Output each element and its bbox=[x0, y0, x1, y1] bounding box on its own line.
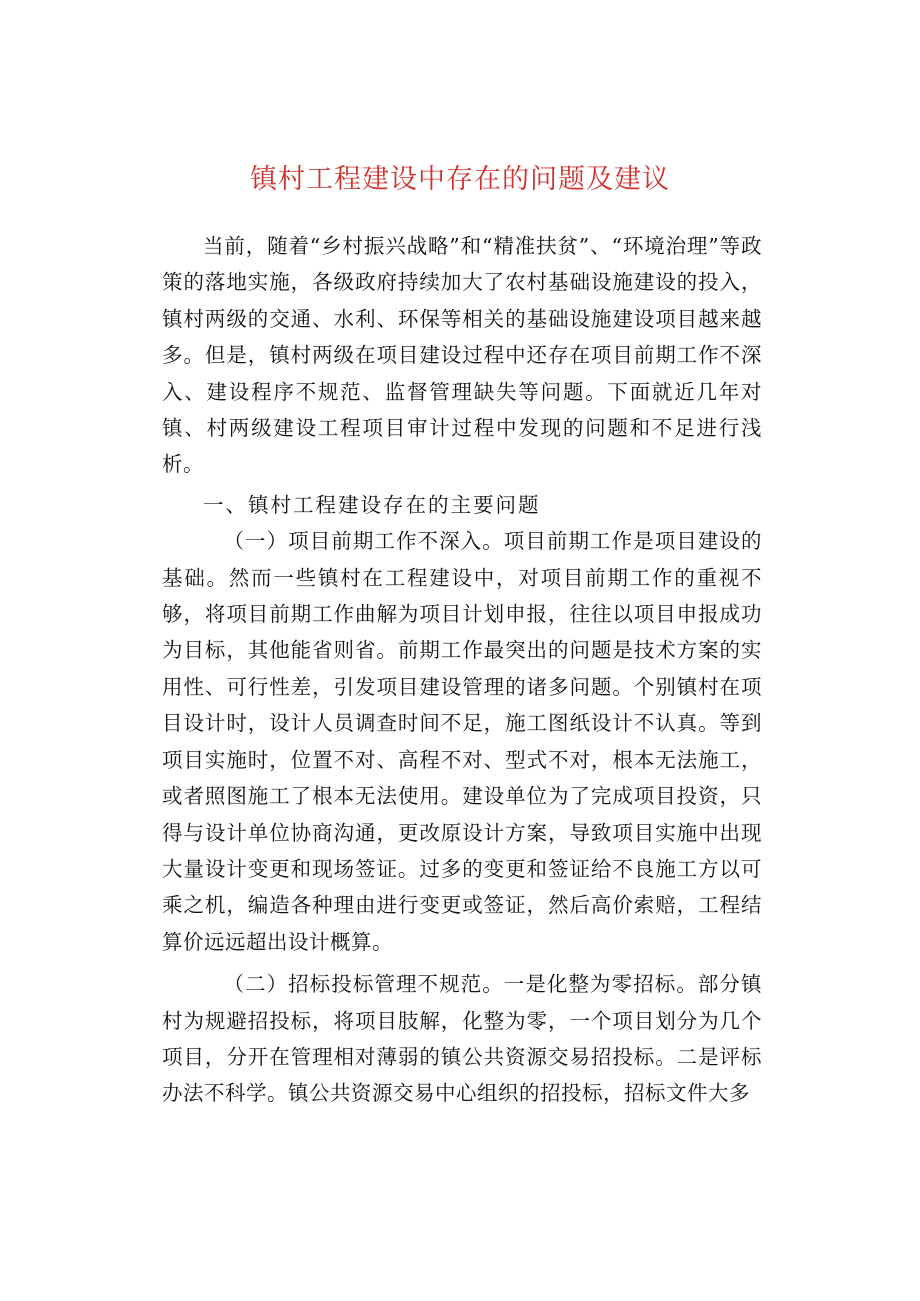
section-heading: 一、镇村工程建设存在的主要问题 bbox=[203, 492, 541, 517]
subsection-1-paragraph: （一）项目前期工作不深入。项目前期工作是项目建设的基础。然而一些镇村在工程建设中，对项目前期工作的重视不够，将项目前期工作曲解为项目计划申报，往往以项目申报成功为目标，其他能省则省。前期工作最突出的问题是技术方案的实用性、可行性差，引发项目建设管理的诸多问题。个别镇村在项目设计时，设计人员调查时间不足，施工图纸设计不认真。等到项目实施时，位置不对、高程不对、型式不对，根本无法施工，或者照图施工了根本无法使用。建设单位为了完成项目投资，只得与设计单位协商沟通，更改原设计方案，导致项目实施中出现大量设计变更和现场签证。过多的变更和签证给不良施工方以可乘之机，编造各种理由进行变更或签证，然后高价索赔，工程结算价远远超出设计概算。 bbox=[162, 529, 762, 954]
document-title: 镇村工程建设中存在的问题及建议 bbox=[250, 164, 670, 195]
subsection-2-paragraph: （二）招标投标管理不规范。一是化整为零招标。部分镇村为规避招投标，将项目肢解，化整为零，一个项目划分为几个项目，分开在管理相对薄弱的镇公共资源交易招投标。二是评标办法不科学。镇公共资源交易中心组织的招投标，招标文件大多 bbox=[162, 972, 762, 1106]
intro-paragraph: 当前，随着“乡村振兴战略”和“精准扶贫”、“环境治理”等政策的落地实施，各级政府持续加大了农村基础设施建设的投入，镇村两级的交通、水利、环保等相关的基础设施建设项目越来越多。但是，镇村两级在项目建设过程中还存在项目前期工作不深入、建设程序不规范、监督管理缺失等问题。下面就近几年对镇、村两级建设工程项目审计过程中发现的问题和不足进行浅析。 bbox=[162, 234, 762, 477]
document-body bbox=[162, 228, 762, 1112]
